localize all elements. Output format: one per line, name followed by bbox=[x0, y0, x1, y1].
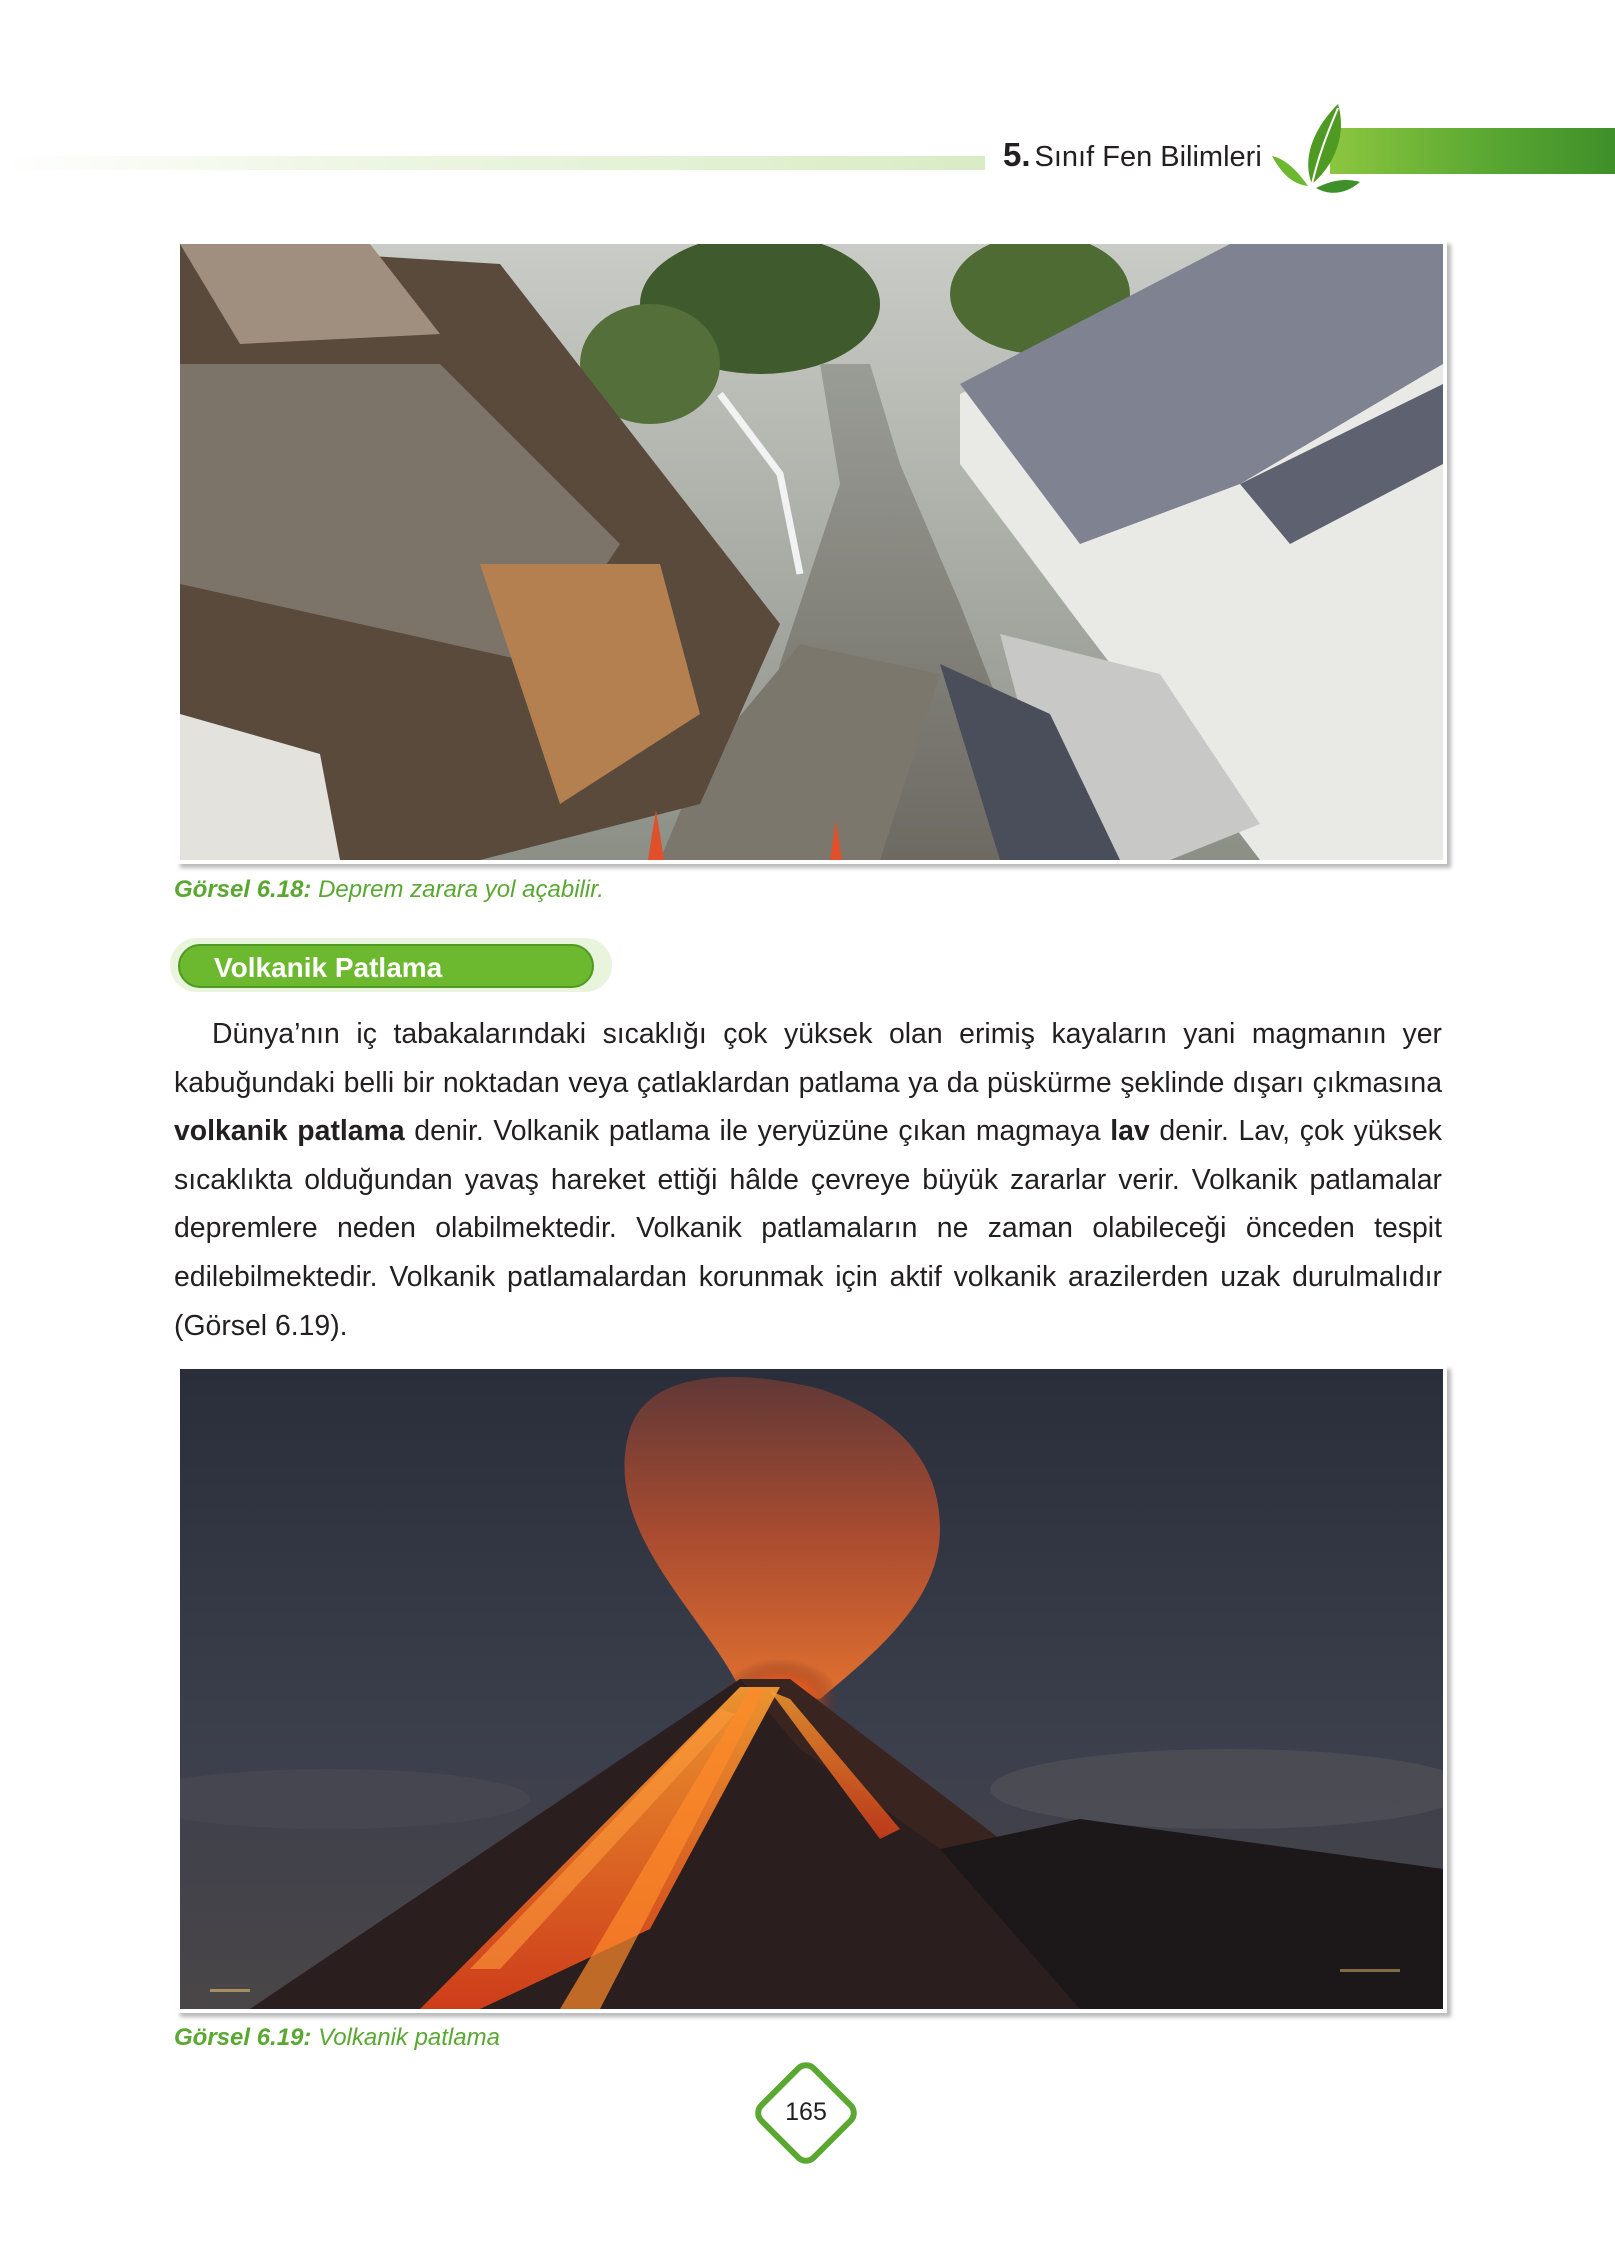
green-leaves-icon bbox=[1272, 100, 1362, 196]
header-title bbox=[1003, 136, 1262, 174]
caption-text: Deprem zarara yol açabilir. bbox=[318, 876, 604, 903]
header-stripe-left bbox=[0, 156, 985, 170]
figure-caption bbox=[174, 2024, 500, 2052]
caption-label: Görsel 6.18: bbox=[174, 876, 312, 903]
paragraph-text: Dünya’nın iç tabakalarındaki sıcaklığı çok yüksek olan erimiş kayaların yani magmanın yer kabuğundaki belli bir noktadan veya çatlaklardan patlama ya da püskürme şeklinde dışarı çıkmasına bbox=[174, 1018, 1442, 1099]
page-number: 165 bbox=[785, 2098, 827, 2126]
paragraph-text: denir. Volkanik patlama ile yeryüzüne çıkan magmaya bbox=[404, 1115, 1111, 1148]
figure-volcano bbox=[176, 1365, 1447, 2013]
header-unit-number: 5. bbox=[1003, 136, 1031, 173]
header-stripe-right bbox=[1330, 128, 1615, 174]
caption-label: Görsel 6.19: bbox=[174, 2024, 312, 2051]
key-term: volkanik patlama bbox=[174, 1115, 405, 1148]
volcanic-eruption-photo bbox=[180, 1369, 1443, 2009]
body-paragraph bbox=[174, 1010, 1442, 1350]
figure-earthquake bbox=[176, 240, 1447, 864]
section-heading bbox=[178, 944, 594, 988]
section-heading-label: Volkanik Patlama bbox=[214, 952, 443, 983]
header-book-title: Sınıf Fen Bilimleri bbox=[1034, 141, 1262, 173]
figure-caption bbox=[174, 876, 604, 904]
caption-text: Volkanik patlama bbox=[318, 2024, 500, 2051]
earthquake-damaged-houses-photo bbox=[180, 244, 1443, 860]
key-term: lav bbox=[1110, 1115, 1150, 1148]
paragraph-text: denir. Lav, çok yüksek sıcaklıkta olduğundan yavaş hareket ettiği hâlde çevreye büyük zararlar verir. Volkanik patlamalar depremlere neden olabilmektedir. Volkanik patlamaların ne zaman olabileceği önceden tespit edilebilmektedir. Volkanik patlamalardan korunmak için aktif volkanik arazilerden uzak durulmalıdır (Görsel 6.19). bbox=[174, 1115, 1442, 1342]
